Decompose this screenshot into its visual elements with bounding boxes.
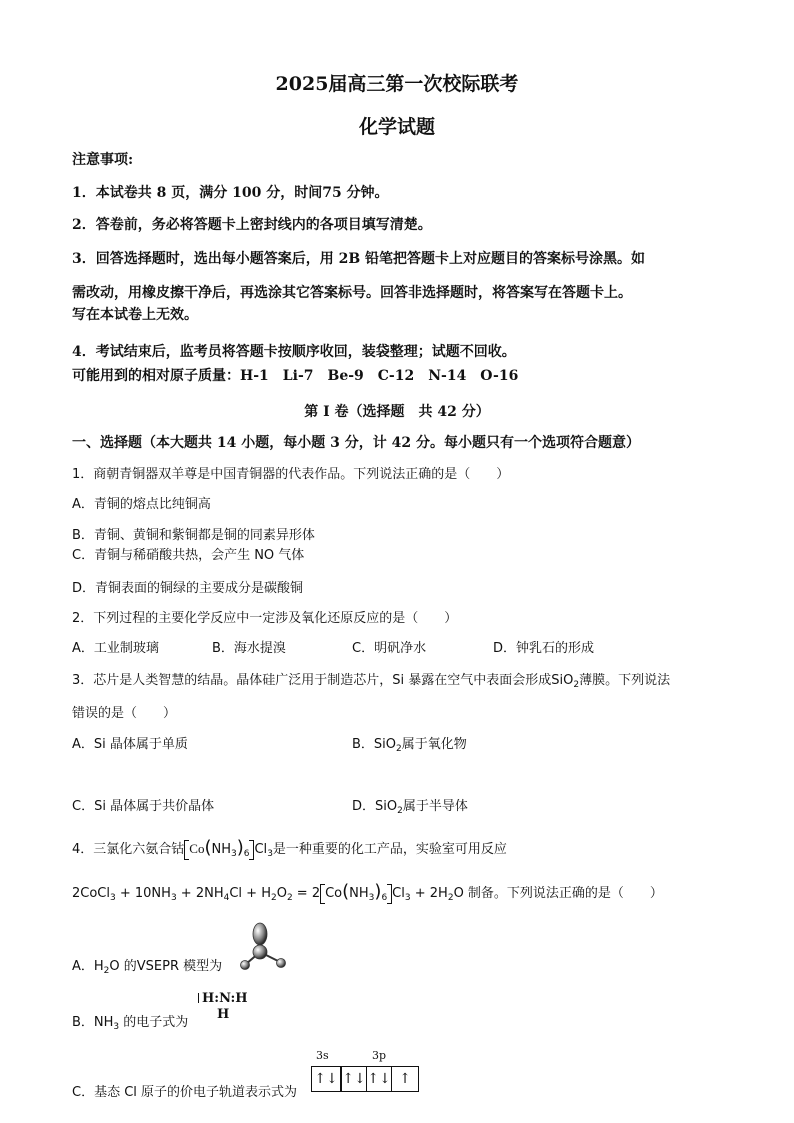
orbital-3s-label: 3s [316, 1049, 329, 1062]
part-heading: 第 I 卷（选择题 共 42 分） [304, 404, 490, 420]
q3-option-a: A．Si 晶体属于单质 [72, 737, 188, 752]
water-vsepr-model-icon [236, 920, 292, 974]
q2-option-b: B．海水提溴 [212, 641, 286, 656]
ligand-count: 6 [243, 849, 250, 859]
orbital-3p-cell-3: ↑ [399, 1071, 411, 1087]
q3-subscript: 2 [573, 680, 580, 690]
eq-tail: O 制备。下列说法正确的是（ ） [453, 886, 663, 901]
eq-cocl3: 2CoCl [72, 886, 110, 901]
eq-sub-i: 2 [447, 893, 454, 903]
q3-option-b-pre: B．SiO [352, 737, 397, 752]
exam-title: 2025届高三第一次校际联考 [275, 73, 519, 95]
q4-equation [72, 882, 663, 904]
section-heading: 一、选择题（本大题共 14 小题，每小题 3 分，计 42 分。每小题只有一个选项符合题意） [72, 435, 640, 451]
q4-option-a [72, 957, 222, 977]
q4-option-b-pre: B．NH [72, 1015, 114, 1030]
chloride: Cl [254, 842, 268, 857]
q4-stem-pre: 4．三氯化六氨合钴 [72, 842, 185, 857]
note-3-line-3: 写在本试卷上无效。 [72, 307, 198, 323]
eq-sub-h: 3 [404, 893, 411, 903]
q3-option-d [352, 797, 468, 817]
eq-h2o2-a: Cl + H [229, 886, 271, 901]
eq-sub-a: 3 [110, 893, 116, 903]
exam-subtitle: 化学试题 [358, 116, 435, 138]
eq-cl: Cl [392, 886, 405, 901]
q3-option-d-pre: D．SiO [352, 799, 398, 814]
note-4: 4．考试结束后，监考员将答题卡按顺序收回，装袋整理；试题不回收。 [72, 344, 516, 360]
paren-open: ( [204, 837, 212, 858]
q4-option-a-post: O 的VSEPR 模型为 [109, 959, 223, 974]
eq-sub-f: 3 [368, 893, 375, 903]
note-3-line-2: 需改动，用橡皮擦干净后，再选涂其它答案标号。回答非选择题时，将答案写在答题卡上。 [72, 285, 632, 301]
eq-sub-g: 6 [381, 893, 388, 903]
note-3-line-1: 3．回答选择题时，选出每小题答案后，用 2B 铅笔把答题卡上对应题目的答案标号涂黑。如 [72, 251, 646, 267]
q4-option-a-sub: 2 [103, 966, 110, 976]
q4-option-a-pre: A．H [72, 959, 104, 974]
orbital-3p-cell-1: ↑↓ [342, 1067, 367, 1091]
q2-option-a: A．工业制玻璃 [72, 641, 159, 656]
orbital-3p-box [341, 1066, 419, 1092]
ammine-sub: 3 [230, 849, 237, 859]
q3-option-b-sub: 2 [396, 744, 402, 754]
q3-stem-line-2: 错误的是（ ） [72, 706, 177, 721]
q3-stem-line-1 [72, 671, 670, 691]
chloride-sub: 3 [267, 849, 273, 859]
eq-paren-open: ( [342, 881, 350, 902]
eq-nh3: + 10NH [115, 886, 171, 901]
note-1: 1．本试卷共 8 页，满分 100 分，时间75 分钟。 [72, 185, 389, 201]
q3-stem-text: 3．芯片是人类智慧的结晶。晶体硅广泛用于制造芯片，Si 暴露在空气中表面会形成SiO [72, 673, 574, 688]
q3-option-d-post: 属于半导体 [402, 799, 468, 814]
q4-option-c: C．基态 Cl 原子的价电子轨道表示式为 [72, 1085, 298, 1100]
q4-stem-post: 是一种重要的化工产品，实验室可用反应 [272, 842, 507, 857]
eq-equals: = 2 [292, 886, 321, 901]
orbital-3p-label: 3p [372, 1049, 387, 1062]
notes-heading: 注意事项: [72, 152, 134, 168]
ammonia-electron-dot-formula: H:N:H [202, 991, 248, 1006]
eq-sub-d: 2 [270, 893, 277, 903]
eq-ammine: NH [349, 886, 369, 901]
q3-option-b-post: 属于氧化物 [401, 737, 467, 752]
q3-option-c: C．Si 晶体属于共价晶体 [72, 799, 215, 814]
q3-option-d-sub: 2 [397, 806, 403, 816]
q2-stem: 2．下列过程的主要化学反应中一定涉及氧化还原反应的是（ ） [72, 611, 458, 626]
ammine-ligand: NH [211, 842, 231, 857]
q4-option-b-sub: 3 [113, 1022, 120, 1032]
q4-option-b-post: 的电子式为 [119, 1015, 189, 1030]
ammonia-electron-dot-h: H [217, 1007, 230, 1022]
q3-stem-text-end: 薄膜。下列说法 [579, 673, 671, 688]
q3-option-b [352, 735, 467, 755]
q1-option-d: D．青铜表面的铜绿的主要成分是碳酸铜 [72, 581, 304, 596]
q1-option-b: B．青铜、黄铜和紫铜都是铜的同素异形体 [72, 528, 315, 543]
eq-sub-e: 2 [286, 893, 293, 903]
eq-sub-c: 4 [223, 893, 230, 903]
q4-option-b [72, 1013, 188, 1033]
paren-close: ) [236, 837, 244, 858]
eq-water: + 2H [410, 886, 448, 901]
eq-paren-close: ) [374, 881, 382, 902]
eq-nh4: + 2NH [176, 886, 224, 901]
cobalt-symbol: Co [189, 841, 205, 856]
orbital-3p-cell-2: ↑↓ [367, 1067, 392, 1091]
q1-stem: 1．商朝青铜器双羊尊是中国青铜器的代表作品。下列说法正确的是（ ） [72, 467, 510, 482]
note-2: 2．答卷前，务必将答题卡上密封线内的各项目填写清楚。 [72, 217, 432, 233]
eq-sub-b: 3 [170, 893, 177, 903]
q1-option-c: C．青铜与稀硝酸共热，会产生 NO 气体 [72, 548, 305, 563]
q2-option-c: C．明矾净水 [352, 641, 427, 656]
eq-co: Co [325, 886, 343, 901]
orbital-3s-box [311, 1066, 341, 1092]
eq-h2o2-b: O [276, 886, 287, 901]
orbital-3s-cell: ↑↓ [314, 1071, 338, 1087]
atomic-masses: 可能用到的相对原子质量：H-1 Li-7 Be-9 C-12 N-14 O-16 [72, 368, 519, 384]
q2-option-d: D．钟乳石的形成 [493, 641, 595, 656]
q4-stem-line-1 [72, 838, 507, 860]
q1-option-a: A．青铜的熔点比纯铜高 [72, 497, 211, 512]
